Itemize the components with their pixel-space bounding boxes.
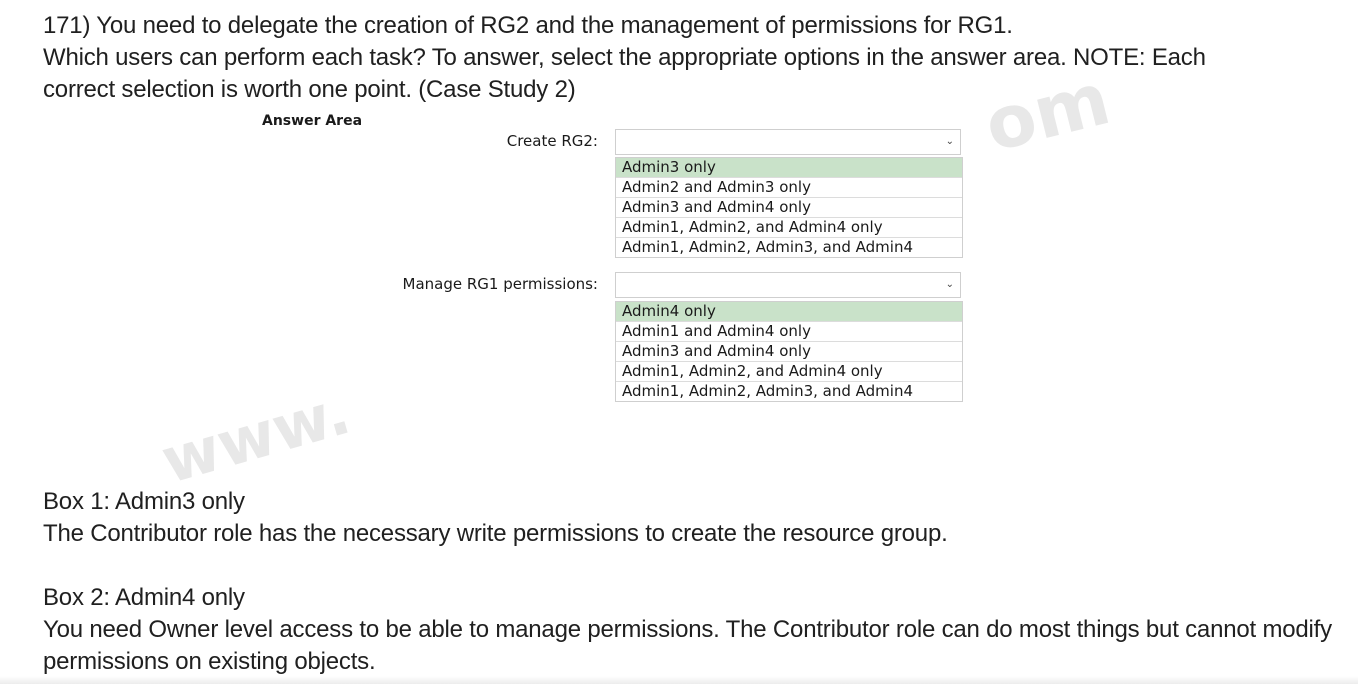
create-rg2-option[interactable]: Admin2 and Admin3 only: [616, 178, 962, 198]
create-rg2-options: [615, 157, 963, 258]
question-line-1: 171) You need to delegate the creation of RG2 and the management of permissions for RG1.: [43, 12, 1013, 39]
manage-rg1-option[interactable]: Admin1, Admin2, and Admin4 only: [616, 362, 962, 382]
chevron-down-icon: ⌄: [945, 136, 954, 147]
create-rg2-option[interactable]: Admin3 and Admin4 only: [616, 198, 962, 218]
question-text: [43, 10, 1333, 106]
question-line-3: correct selection is worth one point. (Case Study 2): [43, 76, 576, 103]
manage-rg1-option[interactable]: Admin1, Admin2, Admin3, and Admin4: [622, 382, 913, 400]
manage-rg1-dropdown[interactable]: [615, 272, 961, 298]
manage-rg1-label: Manage RG1 permissions:: [402, 275, 598, 293]
create-rg2-option[interactable]: Admin1, Admin2, Admin3, and Admin4: [622, 238, 913, 256]
create-rg2-dropdown[interactable]: [615, 129, 961, 155]
create-rg2-option[interactable]: Admin3 only: [616, 158, 962, 178]
create-rg2-option[interactable]: Admin1, Admin2, and Admin4 only: [616, 218, 962, 238]
box1-text: The Contributor role has the necessary write permissions to create the resource group.: [43, 520, 948, 547]
explanation-box1: [43, 486, 1343, 550]
box1-title: Box 1: Admin3 only: [43, 488, 245, 515]
box2-text-line-2: permissions on existing objects.: [43, 648, 376, 675]
bottom-edge: [0, 676, 1358, 684]
box2-title: Box 2: Admin4 only: [43, 584, 245, 611]
manage-rg1-option[interactable]: Admin1 and Admin4 only: [616, 322, 962, 342]
create-rg2-label: Create RG2:: [506, 132, 598, 150]
watermark-left: www.: [153, 375, 358, 498]
chevron-down-icon: ⌄: [945, 279, 954, 290]
answer-area-title: Answer Area: [262, 113, 363, 129]
watermark-right: om: [976, 56, 1118, 168]
manage-rg1-option[interactable]: Admin4 only: [616, 302, 962, 322]
manage-rg1-options: [615, 301, 963, 402]
explanation-box2: [43, 582, 1343, 678]
manage-rg1-option[interactable]: Admin3 and Admin4 only: [616, 342, 962, 362]
box2-text-line-1: You need Owner level access to be able to manage permissions. The Contributor role can do most things but cannot modify: [43, 616, 1332, 643]
question-line-2: Which users can perform each task? To answer, select the appropriate options in the answer area. NOTE: Each: [43, 44, 1206, 71]
